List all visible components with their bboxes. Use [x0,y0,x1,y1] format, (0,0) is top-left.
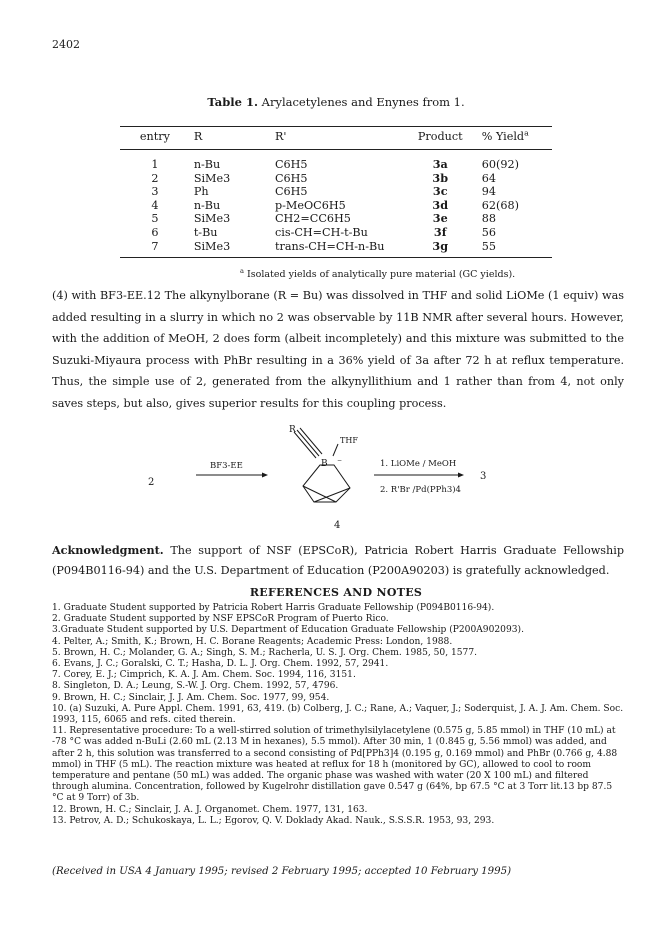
reference-item: 7. Corey, E. J.; Cimprich, K. A. J. Am. Chem. Soc. 1994, 116, 3151. [52,670,356,681]
cell-entry: 3 [151,185,159,199]
boron-charge: − [337,457,343,464]
cell-entry: 7 [120,240,190,258]
table-row [120,172,552,186]
reference-item: 6. Evans, J. C.; Goralski, C. T.; Hasha, D. L. J. Org. Chem. 1992, 57, 2941. [52,659,389,670]
cell-r-prime: trans-CH=CH-n-Bu [271,240,403,258]
cell-r: t-Bu [193,225,218,239]
cell-yield: 56 [481,225,497,239]
table-row [120,226,552,240]
references-list [52,603,624,827]
acknowledgment [52,540,624,581]
cell-yield: 88 [481,212,497,226]
header-r: R [190,127,271,150]
reference-item: 13. Petrov, A. D.; Schukoskaya, L. L.; Egorov, Q. V. Doklady Akad. Nauk., S.S.S.R. 1953, 93, 293. [52,815,495,826]
results-table [120,126,552,258]
cell-yield: 64 [481,171,497,185]
reference-item: 3.Graduate Student supported by U.S. Department of Education Graduate Fellowship (P200A902093). [52,625,524,636]
header-r-prime: R' [271,127,403,150]
reference-item: 5. Brown, H. C.; Molander, G. A.; Singh, S. M.; Racherla, U. S. J. Org. Chem. 1985, 50, 1577. [52,647,478,658]
substituent-r-label: R [289,425,296,435]
reference-item: 8. Singleton, D. A.; Leung, S.-W. J. Org. Chem. 1992, 57, 4796. [52,681,339,692]
paragraph-text: (4) with BF3-EE.12 The alkynylborane (R = Bu) was dissolved in THF and solid LiOMe (1 equiv) was added resulting in a slurry in which no 2 was observable by 11B NMR after several hours. However, with the addition of MeOH, 2 does form (albeit incompletely) and this mixture was submitted to the Suzuki-Miyaura process with PhBr resulting in a 36% yield of 3a after 72 h at reflux temperature. Thus, the simple use of 2, generated from the alkynyllithium and 1 rather than from 4, not only saves steps, but also, gives superior results for this coupling process. [52,289,624,410]
boron-label: B [321,459,328,469]
table-row [120,185,552,199]
page-number: 2402 [52,38,80,51]
cell-r-prime: C6H5 [274,171,308,185]
cell-yield: 94 [481,185,497,199]
table-row [120,212,552,226]
cell-yield: 60(92) [481,158,519,171]
table-header-row [120,127,552,150]
reference-item: 12. Brown, H. C.; Sinclair, J. A. J. Organomet. Chem. 1977, 131, 163. [52,804,368,815]
body-paragraph [52,285,624,415]
header-product: Product [403,127,478,150]
reagent-bf3-label: BF3-EE [210,461,243,471]
compound-4-label: 4 [334,520,341,531]
cell-r-prime: C6H5 [274,185,308,199]
cell-r: Ph [193,185,209,199]
scheme-svg [0,410,672,540]
cell-r: n-Bu [193,158,221,171]
table-caption [0,95,672,109]
cell-entry: 5 [151,212,159,226]
step-1-label: 1. LiOMe / MeOH [380,459,457,469]
cell-entry: 2 [151,171,159,185]
cell-entry: 1 [151,158,159,171]
table-row [120,199,552,213]
references-heading: REFERENCES AND NOTES [249,586,423,599]
reference-item: 1. Graduate Student supported by Patricia Robert Harris Graduate Fellowship (P094B0116-94). [52,603,495,613]
cell-entry: 6 [151,225,159,239]
reference-item: 10. (a) Suzuki, A. Pure Appl. Chem. 1991, 63, 419. (b) Colberg, J. C.; Rane, A.; Vaquer, J.; Soderquist, J. A. J. Am. Chem. Soc. 1993, 115, 6065 and refs. cited therein. [52,703,624,726]
acknowledgment-heading: Acknowledgment. [52,543,164,557]
reference-item: 4. Pelter, A.; Smith, K.; Brown, H. C. Borane Reagents; Academic Press: London, 1988. [52,636,453,647]
cell-product: 3b [432,170,449,185]
table-row [120,150,552,172]
cell-r: SiMe3 [193,212,231,226]
reference-item: 11. Representative procedure: To a well-stirred solution of trimethylsilylacetylene (0.575 g, 5.85 mmol) in THF (10 mL) at -78 °C was added n-BuLi (2.60 mL (2.13 M in hexanes), 5.5 mmol). After 30 min, 1 (0.845 g, 5.56 mmol) was added, and after 2 h, this solution was transferred to a second consisting of Pd[PPh3]4 (0.195 g, 0.169 mmol) and PhBr (0.766 g, 4.88 mmol) in THF (5 mL). The reaction mixture was heated at reflux for 18 h (monitored by GC), allowed to cool to room temperature and pentane (50 mL) was added. The organic phase was washed with water (20 X 100 mL) and filtered through alumina. Concentration, followed by Kugelrohr distillation gave 0.547 g (64%, bp 67.5 °C at 3 Torr lit.13 bp 87.5 °C at 9 Torr) of 3b. [52,726,618,804]
cell-yield: 55 [478,240,552,258]
reaction-scheme [0,410,672,540]
arrow-1-head [262,473,268,478]
cell-r: n-Bu [193,198,221,212]
cell-r-prime: CH2=CC6H5 [274,212,351,226]
cell-entry: 4 [151,198,159,212]
received-dates: (Received in USA 4 January 1995; revised 2 February 1995; accepted 10 February 1995) [52,866,512,877]
arrow-2-head [458,473,464,478]
cell-product: 3c [432,184,448,199]
cell-yield: 62(68) [481,198,519,212]
cell-r-prime: p-MeOC6H5 [274,198,346,212]
table-row [120,240,552,258]
cell-product: 3d [432,197,449,212]
compound-2-label: 2 [148,477,155,488]
cell-product: 3e [432,211,448,226]
header-yield: % Yield$^a$ [478,127,552,150]
thf-label: THF [340,436,358,445]
table-footnote: $^a$ Isolated yields of analytically pure material (GC yields). [240,266,516,280]
cell-product: 3g [403,240,478,258]
cell-r: SiMe3 [190,240,271,258]
cell-product: 3a [432,157,448,171]
reference-item: 2. Graduate Student supported by NSF EPSCoR Program of Puerto Rico. [52,614,389,625]
table-title: Arylacetylenes and Enynes from 1. [261,95,465,109]
cell-product: 3f [433,224,447,239]
compound-3-label: 3 [480,471,487,482]
table-label: Table 1. [207,95,258,109]
step-2-label: 2. R'Br /Pd(PPh3)4 [380,485,461,495]
cell-r-prime: C6H5 [274,158,308,171]
cell-r-prime: cis-CH=CH-t-Bu [274,225,368,239]
header-entry: entry [120,127,190,150]
acknowledgment-text: The support of NSF (EPSCoR), Patricia Robert Harris Graduate Fellowship (P094B0116-94) and the U.S. Department of Education (P200A90203) is gratefully acknowledged. [52,544,624,577]
reference-item: 9. Brown, H. C.; Sinclair, J. J. Am. Chem. Soc. 1977, 99, 954. [52,692,330,703]
cell-r: SiMe3 [193,171,231,185]
